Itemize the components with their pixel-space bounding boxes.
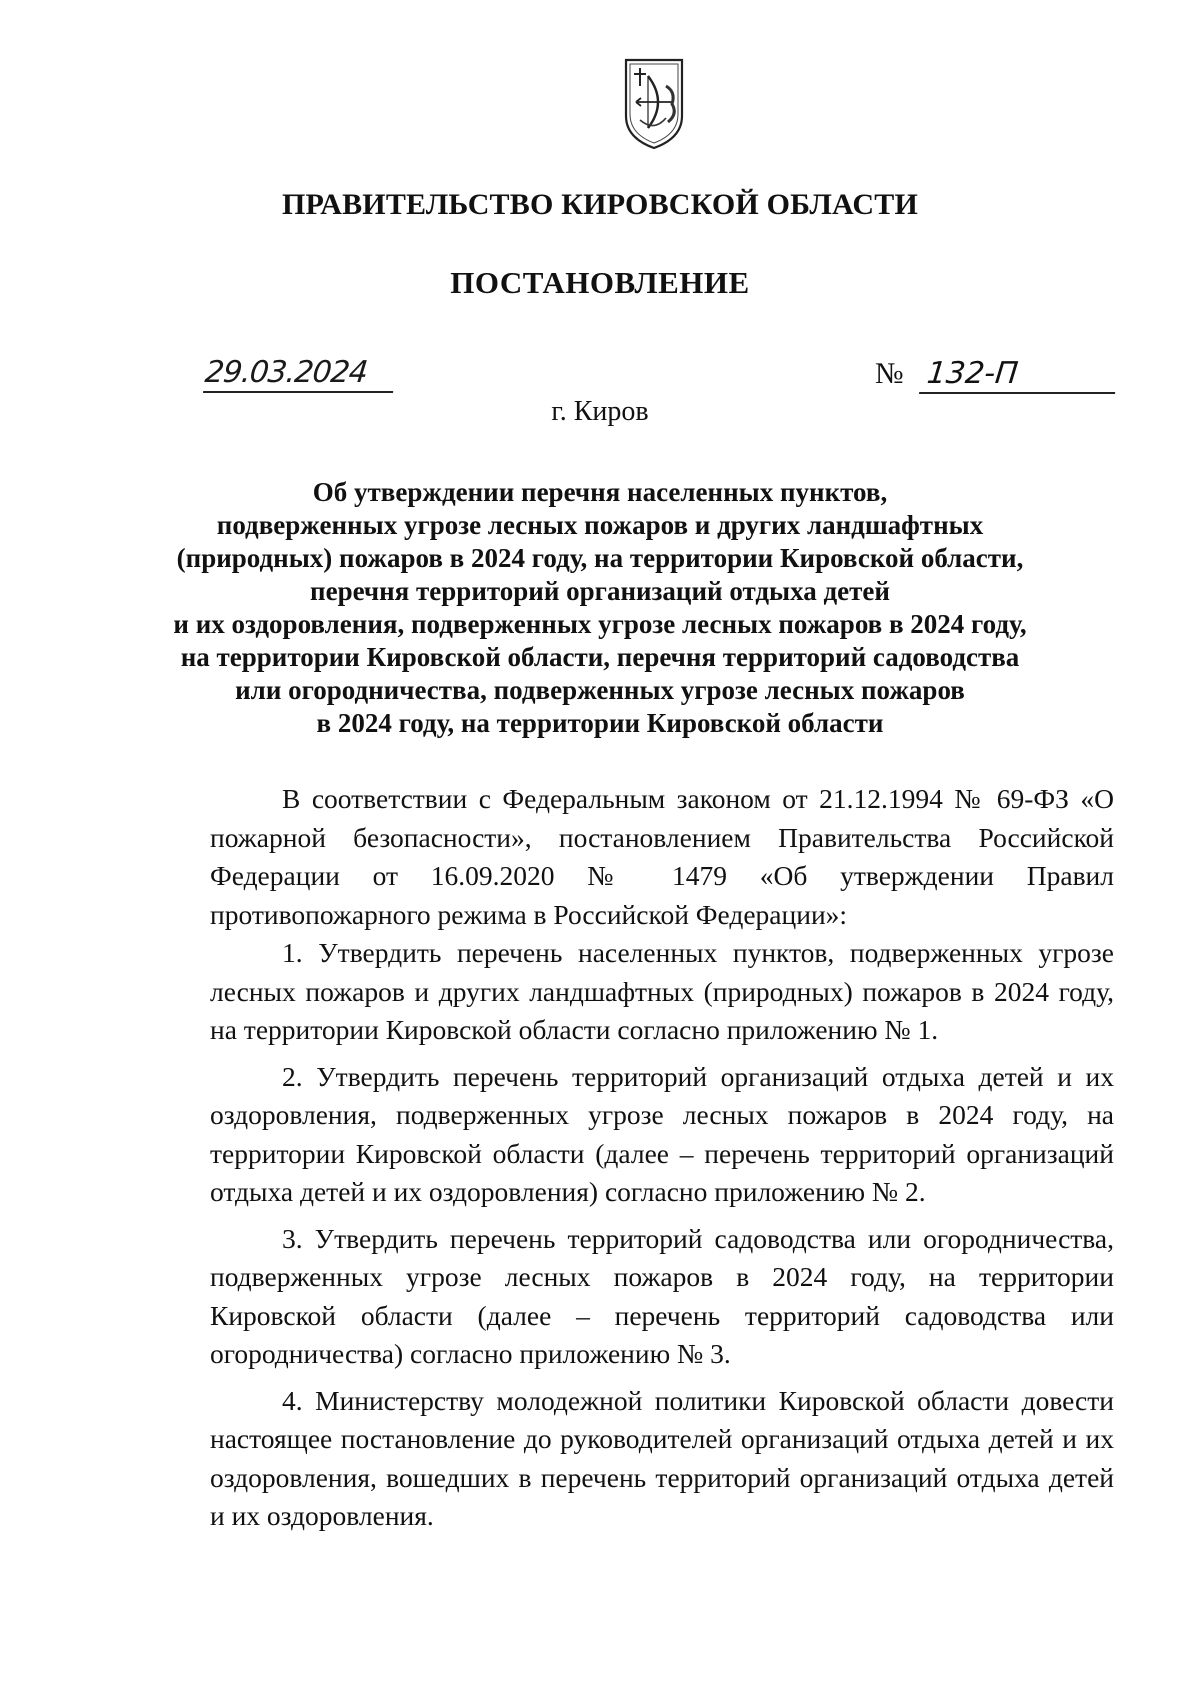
coat-of-arms-icon — [620, 56, 688, 152]
subject-line: на территории Кировской области, перечня территорий садоводства — [180, 642, 1020, 672]
item-paragraph: 4. Министерству молодежной политики Кировской области довести настоящее постановление до руководителей организаций отдыха детей и их оздоровления, вошедших в перечень территорий организаций отдыха детей и их оздоровления. — [210, 1384, 1114, 1531]
number-sign: № — [875, 357, 904, 390]
city: г. Киров — [551, 396, 649, 427]
government-title: ПРАВИТЕЛЬСТВО КИРОВСКОЙ ОБЛАСТИ — [282, 188, 918, 221]
number-value: 132-П — [919, 356, 1119, 394]
subject-line: и их оздоровления, подверженных угрозе лесных пожаров в 2024 году, — [173, 609, 1027, 639]
document-type: ПОСТАНОВЛЕНИЕ — [450, 265, 750, 300]
subject-line: подверженных угрозе лесных пожаров и других ландшафтных — [216, 510, 984, 540]
document-date: 29.03.2024 — [203, 355, 397, 393]
document-subject — [150, 476, 1050, 740]
subject-line: или огородничества, подверженных угрозе лесных пожаров — [235, 675, 965, 705]
item-paragraph: 1. Утвердить перечень населенных пунктов, подверженных угрозе лесных пожаров и других ландшафтных (природных) пожаров в 2024 году, на территории Кировской области согласно приложению № 1. — [210, 937, 1114, 1045]
subject-line: (природных) пожаров в 2024 году, на территории Кировской области, — [176, 543, 1024, 573]
subject-line: перечня территорий организаций отдыха детей — [310, 576, 890, 606]
item-paragraph: 2. Утвердить перечень территорий организаций отдыха детей и их оздоровления, подверженных угрозе лесных пожаров в 2024 году, на территории Кировской области (далее – перечень территорий организаций отдыха детей и их оздоровления) согласно приложению № 2. — [210, 1060, 1114, 1207]
item-paragraph: 3. Утвердить перечень территорий садоводства или огородничества, подверженных угрозе лесных пожаров в 2024 году, на территории Кировской области (далее – перечень территорий садоводства или огородничества) согласно приложению № 3. — [210, 1222, 1114, 1369]
document-number — [875, 356, 1117, 394]
subject-line: в 2024 году, на территории Кировской области — [316, 708, 884, 738]
subject-line: Об утверждении перечня населенных пунктов, — [312, 477, 888, 507]
preamble-paragraph: В соответствии с Федеральным законом от 21.12.1994 № 69-ФЗ «О пожарной безопасности», постановлением Правительства Российской Федерации от 16.09.2020 № 1479 «Об утверждении Правил противопожарного режима в Российской Федерации»: — [210, 783, 1114, 930]
document-body — [210, 780, 1114, 1544]
